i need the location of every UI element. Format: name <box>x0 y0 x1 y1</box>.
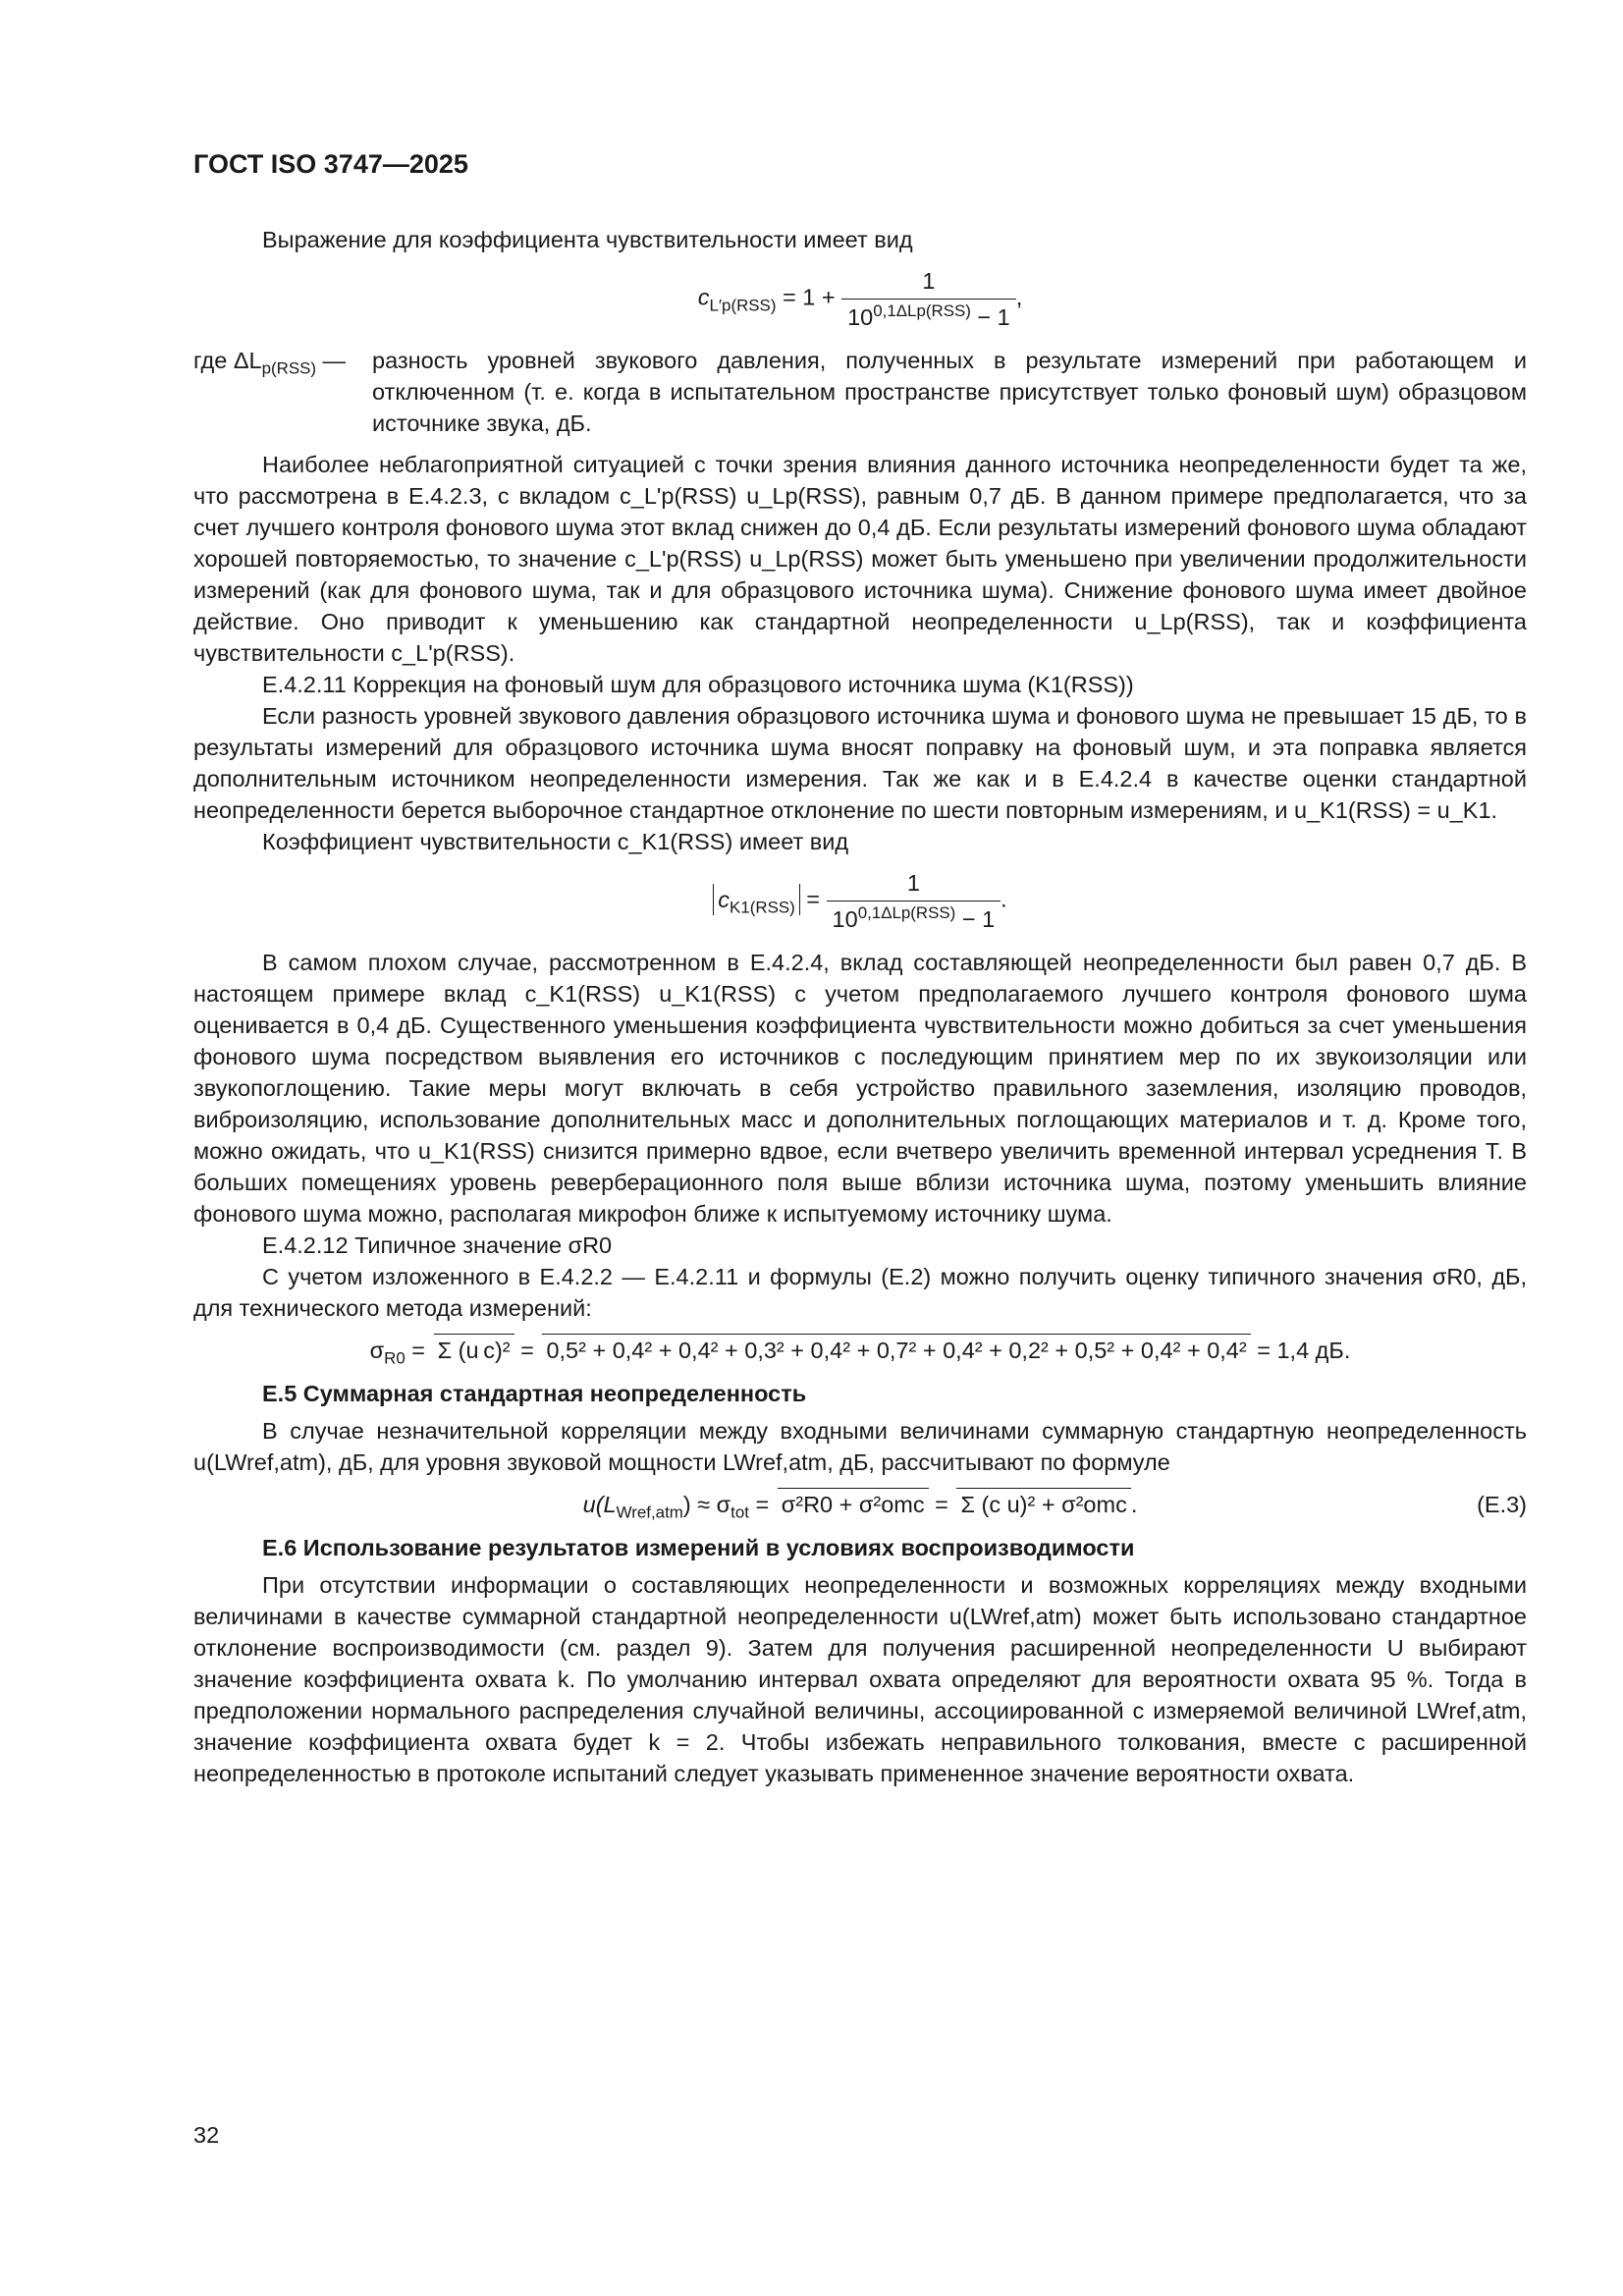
paragraph-e6: При отсутствии информации о составляющих неопределенности и возможных корреляциях между входными величинами в качестве суммарной стандартной неопределенности u(LWref,atm) может быть использовано стандартное отклонение воспроизводимости (см. раздел 9). Затем для получения расширенной неопределенности U выбирают значение коэффициента охвата k. По умолчанию интервал охвата определяют для вероятности охвата 95 %. Тогда в предположении нормального распределения случайной величины, ассоциированной с измеряемой величиной LWref,atm, значение коэффициента охвата будет k = 2. Чтобы избежать неправильного толкования, вместе с расширенной неопределенностью в протоколе испытаний следует указывать примененное значение вероятности охвата. <box>193 1572 1527 1786</box>
page-content <box>193 224 1527 1789</box>
formula-combined-uncertainty <box>193 1488 1527 1520</box>
equation-number: (Е.3) <box>1477 1491 1527 1517</box>
formula-sqrt-1: σ²R0 + σ²omc <box>778 1488 929 1520</box>
where-description: разность уровней звукового давления, полученных в результате измерений при работающем и отключенном (т. е. когда в испытательном пространстве присутствует только фоновый шум) образцовом источнике звука, дБ. <box>372 348 1527 436</box>
paragraph-e5: В случае незначительной корреляции между входными величинами суммарную стандартную неопределенность u(LWref,atm), дБ, для уровня звуковой мощности LWref,atm, дБ, рассчитывают по формуле <box>193 1418 1527 1475</box>
paragraph-expression-intro: Выражение для коэффициента чувствительности имеет вид <box>262 227 913 252</box>
formula-sqrt-2: Σ (c u)² + σ²omc <box>956 1488 1130 1520</box>
denominator-base: 10 <box>832 906 858 932</box>
section-e5-title: Е.5 Суммарная стандартная неопределенность <box>262 1381 807 1406</box>
denominator-exponent: 0,1ΔLp(RSS) <box>873 301 971 321</box>
formula-lhs-subscript: L′p(RSS) <box>709 296 777 315</box>
formula-lhs-end: ) <box>682 1492 691 1517</box>
paragraph-background-difference: Если разность уровней звукового давления образцового источника шума и фонового шума не превышает 15 дБ, то в результаты измерений для образцового источника шума вносят поправку на фоновый шум, и эта поправка является дополнительным источником неопределенности измерения. Так же как и в Е.4.2.4 в качестве оценки стандартной неопределенности берется выборочное стандартное отклонение по шести повторным измерениям, и u_K1(RSS) = u_K1. <box>193 703 1527 823</box>
fraction-denominator <box>841 300 1016 333</box>
paragraph-sensitivity-coefficient: Коэффициент чувствительности c_K1(RSS) имеет вид <box>262 829 849 854</box>
formula-approx: ≈ σ <box>690 1492 731 1517</box>
formula-lhs: σ <box>369 1338 385 1363</box>
standard-header: ГОСТ ISO 3747—2025 <box>193 149 468 179</box>
denominator-tail: − 1 <box>955 906 996 932</box>
formula-fraction <box>841 265 1016 333</box>
denominator-base: 10 <box>847 304 874 330</box>
formula-sqrt-values: 0,5² + 0,4² + 0,4² + 0,3² + 0,4² + 0,7² + 0,4² + 0,2² + 0,5² + 0,4² + 0,4² <box>542 1334 1250 1366</box>
paragraph-unfavorable-case: Наиболее неблагоприятной ситуацией с точки зрения влияния данного источника неопределенности будет та же, что рассмотрена в Е.4.2.3, с вкладом c_L'p(RSS) u_Lp(RSS), равным 0,7 дБ. В данном примере предполагается, что за счет лучшего контроля фонового шума этот вклад снижен до 0,4 дБ. Если результаты измерений фонового шума обладают хорошей повторяемостью, то значение c_L'p(RSS) u_Lp(RSS) может быть уменьшено при увеличении продолжительности измерений (как для фонового шума, так и для образцового источника шума). Снижение фонового шума имеет двойное действие. Оно приводит к уменьшению как стандартной неопределенности u_Lp(RSS), так и коэффициента чувствительности c_L'p(RSS). <box>193 452 1527 666</box>
paragraph-typical-value: С учетом изложенного в Е.4.2.2 — Е.4.2.11 и формулы (Е.2) можно получить оценку типичного значения σR0, дБ, для технического метода измерений: <box>193 1264 1527 1321</box>
formula-tot-subscript: tot <box>730 1503 749 1522</box>
fraction-numerator: 1 <box>827 867 1001 902</box>
formula-equals: = <box>799 886 827 912</box>
where-definition <box>193 345 1527 439</box>
denominator-exponent: 0,1ΔLp(RSS) <box>857 903 956 923</box>
formula-result: = 1,4 дБ. <box>1250 1338 1351 1363</box>
formula-equals: = <box>748 1492 776 1517</box>
formula-equals: = <box>405 1338 432 1363</box>
formula-lhs-subscript: Wref,atm <box>616 1503 683 1522</box>
formula-lhs: c <box>697 284 710 310</box>
formula-equals-2: = <box>514 1338 541 1363</box>
formula-sensitivity-coefficient <box>193 265 1527 333</box>
where-dash: — <box>316 348 347 373</box>
formula-lhs: u(L <box>582 1492 617 1517</box>
section-e6-title: Е.6 Использование результатов измерений в условиях воспроизводимости <box>262 1535 1135 1560</box>
formula-end: , <box>1015 284 1023 310</box>
formula-k1-sensitivity <box>193 867 1527 935</box>
fraction-denominator <box>827 902 1001 935</box>
formula-end: . <box>1130 1492 1138 1517</box>
formula-absolute-value <box>713 884 799 915</box>
formula-end: . <box>1001 886 1007 912</box>
denominator-tail: − 1 <box>970 304 1010 330</box>
formula-equals-2: = <box>928 1492 955 1517</box>
formula-lhs-subscript: K1(RSS) <box>730 898 795 917</box>
where-subscript: p(RSS) <box>261 358 317 378</box>
clause-e4211-title: Е.4.2.11 Коррекция на фоновый шум для образцового источника шума (K1(RSS)) <box>262 672 1134 697</box>
fraction-numerator: 1 <box>841 265 1016 300</box>
formula-sigma-r0 <box>193 1334 1527 1366</box>
where-term <box>193 345 372 439</box>
formula-equals: = 1 + <box>776 284 842 310</box>
formula-sqrt-sum: Σ (u c)² <box>434 1334 514 1366</box>
where-word: где ΔL <box>193 348 262 373</box>
formula-lhs-subscript: R0 <box>384 1348 406 1368</box>
paragraph-worst-case: В самом плохом случае, рассмотренном в Е.4.2.4, вклад составляющей неопределенности был равен 0,7 дБ. В настоящем примере вклад c_K1(RSS) u_K1(RSS) с учетом предполагаемого лучшего контроля фонового шума оценивается в 0,4 дБ. Существенного уменьшения коэффициента чувствительности можно добиться за счет уменьшения фонового шума посредством выявления его источников с последующим принятием мер по их звукоизоляции или звукопоглощению. Такие меры могут включать в себя устройство правильного заземления, изоляцию проводов, виброизоляцию, использование дополнительных масс и дополнительных поглощающих материалов и т. д. Кроме того, можно ожидать, что u_K1(RSS) снизится примерно вдвое, если вчетверо увеличить временной интервал усреднения T. В больших помещениях уровень реверберационного поля выше вблизи источника шума, поэтому уменьшить влияние фонового шума можно, располагая микрофон ближе к испытуемому источнику шума. <box>193 950 1527 1227</box>
formula-lhs: c <box>718 886 730 912</box>
clause-e4212-title: Е.4.2.12 Типичное значение σR0 <box>262 1232 613 1258</box>
page-number: 32 <box>193 2122 220 2148</box>
formula-fraction <box>827 867 1001 935</box>
